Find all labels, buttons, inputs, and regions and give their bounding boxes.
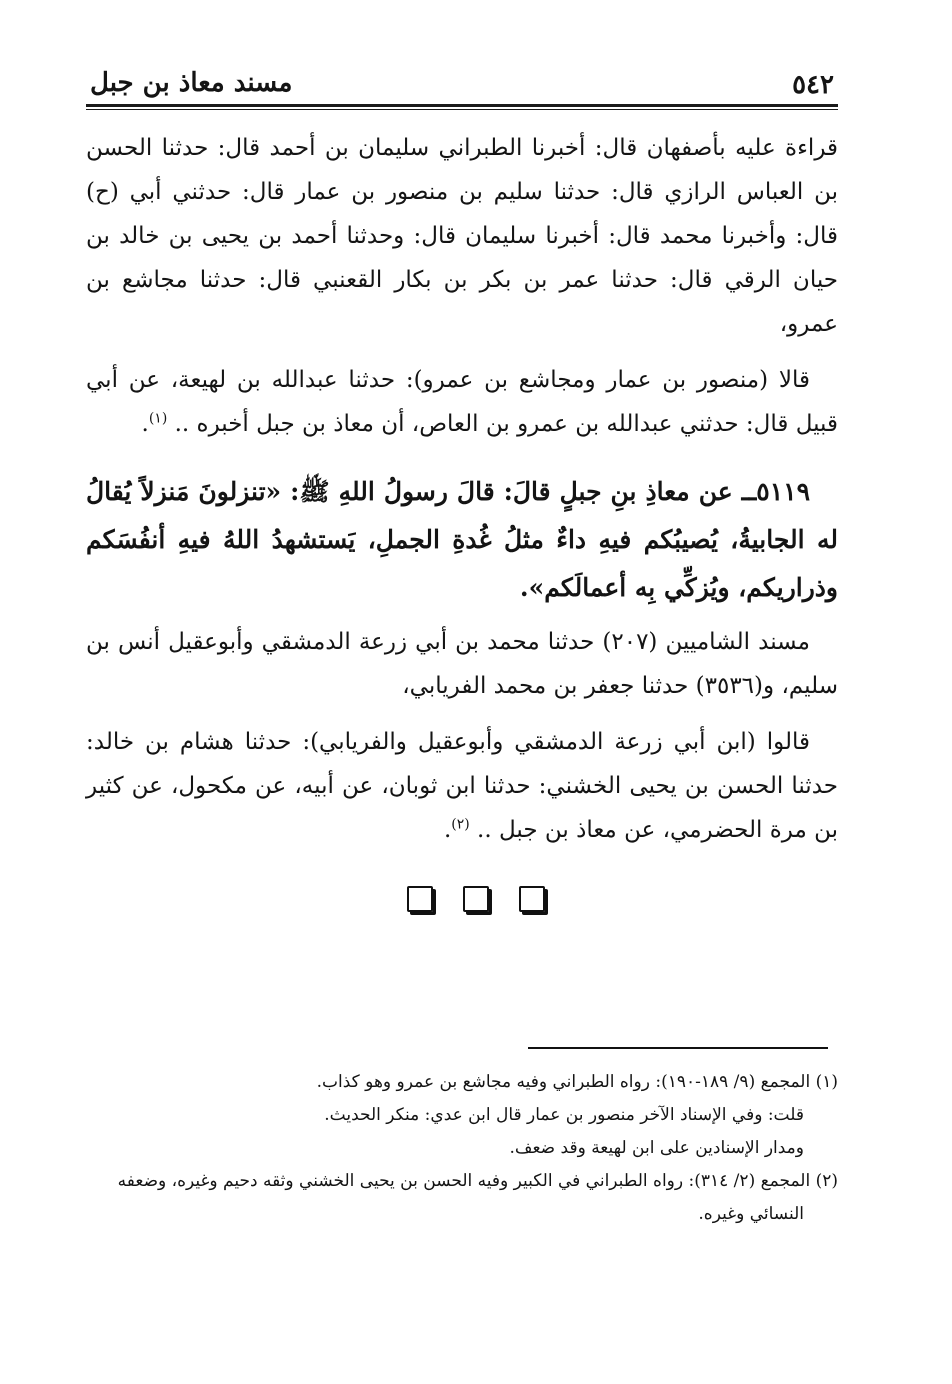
isnad-paragraph-4-end: .	[443, 817, 452, 843]
footnote-1-line-3: ومدار الإسنادين على ابن لهيعة وقد ضعف.	[509, 1138, 804, 1158]
hadith-text: ٥١١٩ــ عن معاذِ بنِ جبلٍ قالَ: قالَ رسولُ اللهِ ﷺ: «تنزلونَ مَنزلاً يُقالُ له الجابيةُ، يُصيبُكم فيهِ داءٌ مثلُ غُدةِ الجملِ، يَستشهدُ اللهُ فيهِ أنفُسَكم وذراريكم، ويُزكِّي بِه أعمالَكم».	[86, 477, 838, 602]
isnad-paragraph-2-text: قالا (منصور بن عمار ومجاشع بن عمرو): حدثنا عبدالله بن لهيعة، عن أبي قبيل قال: حدثني عبدالله بن عمرو بن العاص، أن معاذ بن جبل أخبره ..	[86, 367, 838, 437]
isnad-paragraph-2-end: .	[141, 411, 149, 437]
main-text	[86, 126, 838, 864]
separator-box-icon	[407, 886, 433, 912]
isnad-paragraph-2	[86, 358, 838, 446]
isnad-paragraph-1: قراءة عليه بأصفهان قال: أخبرنا الطبراني سليمان بن أحمد قال: حدثنا الحسن بن العباس الرازي قال: حدثنا سليم بن منصور بن عمار قال: حدثني أبي (ح) قال: وأخبرنا محمد قال: أخبرنا سليمان قال: وحدثنا أحمد بن يحيى بن خالد بن حيان الرقي قال: حدثنا عمر بن بكر بن بكار القعنبي قال: حدثنا مجاشع بن عمرو،	[86, 135, 838, 337]
section-separator	[0, 886, 952, 926]
header-rule	[86, 104, 838, 110]
page-number: ٥٤٢	[792, 70, 834, 100]
isnad-paragraph-4	[86, 720, 838, 852]
footnote-ref-1[interactable]: (١)	[148, 410, 168, 427]
separator-box-icon	[519, 886, 545, 912]
footnotes	[86, 1066, 838, 1231]
isnad-paragraph-3: مسند الشاميين (٢٠٧) حدثنا محمد بن أبي زرعة الدمشقي وأبوعقيل أنس بن سليم، و(٣٥٣٦) حدثنا جعفر بن محمد الفريابي،	[86, 629, 838, 699]
page-header	[86, 68, 838, 108]
isnad-paragraph-4-text: قالوا (ابن أبي زرعة الدمشقي وأبوعقيل والفريابي): حدثنا هشام بن خالد: حدثنا الحسن بن يحيى الخشني: حدثنا ابن ثوبان، عن أبيه، عن مكحول، عن كثير بن مرة الحضرمي، عن معاذ بن جبل ..	[86, 729, 838, 843]
footnote-rule	[528, 1047, 828, 1049]
footnote-1-line-2: قلت: وفي الإسناد الآخر منصور بن عمار قال ابن عدي: منكر الحديث.	[324, 1105, 804, 1125]
running-title: مسند معاذ بن جبل	[90, 68, 293, 98]
footnote-1: (١) المجمع (٩/ ١٨٩-١٩٠): رواه الطبراني وفيه مجاشع بن عمرو وهو كذاب.	[316, 1072, 838, 1092]
footnote-2: (٢) المجمع (٢/ ٣١٤): رواه الطبراني في الكبير وفيه الحسن بن يحيى الخشني وثقه دحيم وغيره، وضعفه النسائي وغيره.	[117, 1171, 838, 1224]
footnote-ref-2[interactable]: (٢)	[451, 816, 470, 833]
separator-box-icon	[463, 886, 489, 912]
